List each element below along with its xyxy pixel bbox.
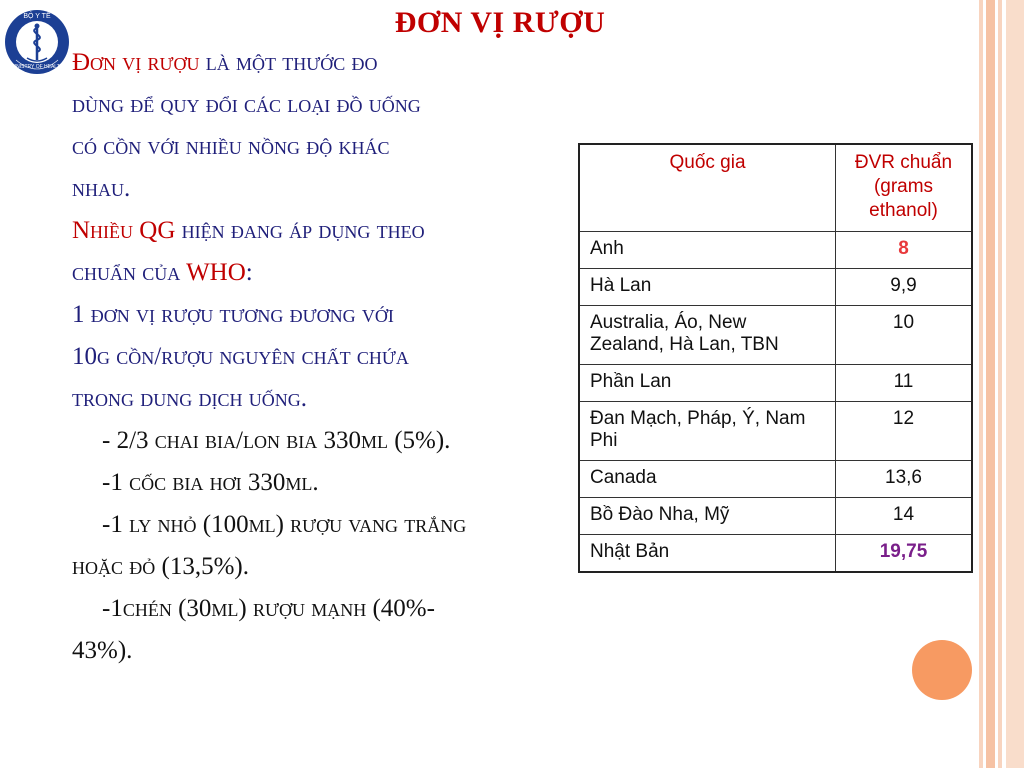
body-line [72,168,562,210]
body-line-segment: 1 đơn vị rượu tương đương với [72,301,394,328]
header-country: Quốc gia [579,144,836,232]
country-cell: Australia, Áo, New Zealand, Hà Lan, TBN [579,306,836,365]
table-row [579,461,972,498]
body-line [72,378,562,420]
body-line-segment: 10g cồn/rượu nguyên chất chứa [72,343,409,370]
body-line [72,210,562,252]
body-line-segment: - 2/3 chai bia/lon bia 330ml (5%). [102,427,451,454]
unit-value-cell: 11 [836,365,973,402]
decor-stripe-3 [998,0,1002,768]
country-cell: Canada [579,461,836,498]
body-line-segment: trong dung dịch uống. [72,385,307,412]
decor-stripe-4 [1006,0,1024,768]
decor-stripe-1 [979,0,983,768]
country-cell: Bồ Đào Nha, Mỹ [579,498,836,535]
country-cell: Phần Lan [579,365,836,402]
body-line-segment: -1 ly nhỏ (100ml) rượu vang trắng [102,511,467,538]
country-cell: Nhật Bản [579,535,836,573]
body-line [72,546,562,588]
body-line-segment: -1chén (30ml) rượu mạnh (40%- [102,595,435,622]
country-cell: Anh [579,232,836,269]
unit-value-cell: 12 [836,402,973,461]
unit-value-cell: 19,75 [836,535,973,573]
unit-value-cell: 8 [836,232,973,269]
body-line-segment: dùng để quy đổi các loại đồ uống [72,91,421,118]
body-line [72,420,562,462]
body-line [72,84,562,126]
body-text [72,42,562,672]
country-cell: Đan Mạch, Pháp, Ý, Nam Phi [579,402,836,461]
body-line-segment: có cồn với nhiều nồng độ khác [72,133,390,160]
body-line [72,630,562,672]
body-line [72,336,562,378]
body-line [72,504,562,546]
table-row [579,535,972,573]
body-line [72,252,562,294]
header-standard-unit: ĐVR chuẩn (grams ethanol) [836,144,973,232]
table-row [579,306,972,365]
country-cell: Hà Lan [579,269,836,306]
table-row [579,269,972,306]
body-line-segment: hiện đang áp dụng theo [175,217,425,244]
body-line [72,126,562,168]
unit-value-cell: 9,9 [836,269,973,306]
body-line-segment: chuẩn của [72,259,187,286]
page-title: ĐƠN VỊ RƯỢU [394,6,606,39]
body-line-segment: hoặc đỏ (13,5%). [72,553,249,580]
svg-text:MINISTRY OF HEALTH: MINISTRY OF HEALTH [10,64,64,70]
body-line [72,42,562,84]
table-row [579,365,972,402]
table-row [579,232,972,269]
body-line-segment: là một thước đo [199,49,378,76]
body-line-segment: -1 cốc bia hơi 330ml. [102,469,319,496]
body-line-segment: 43%). [72,637,133,664]
alcohol-unit-table [578,143,973,573]
unit-value-cell: 13,6 [836,461,973,498]
table-header-row [579,144,972,232]
table-row [579,498,972,535]
body-line-segment: Đơn vị rượu [72,49,200,76]
body-line-segment: WHO [186,259,246,286]
body-line-segment: nhau. [72,175,131,202]
svg-text:BỘ Y TẾ: BỘ Y TẾ [23,13,51,20]
body-line [72,462,562,504]
body-line [72,294,562,336]
decor-orange-circle [912,640,972,700]
body-line-segment: Nhiều QG [72,217,176,244]
unit-value-cell: 10 [836,306,973,365]
body-line [72,588,562,630]
decor-stripe-2 [986,0,995,768]
table-row [579,402,972,461]
body-line-segment: : [245,259,253,286]
unit-value-cell: 14 [836,498,973,535]
